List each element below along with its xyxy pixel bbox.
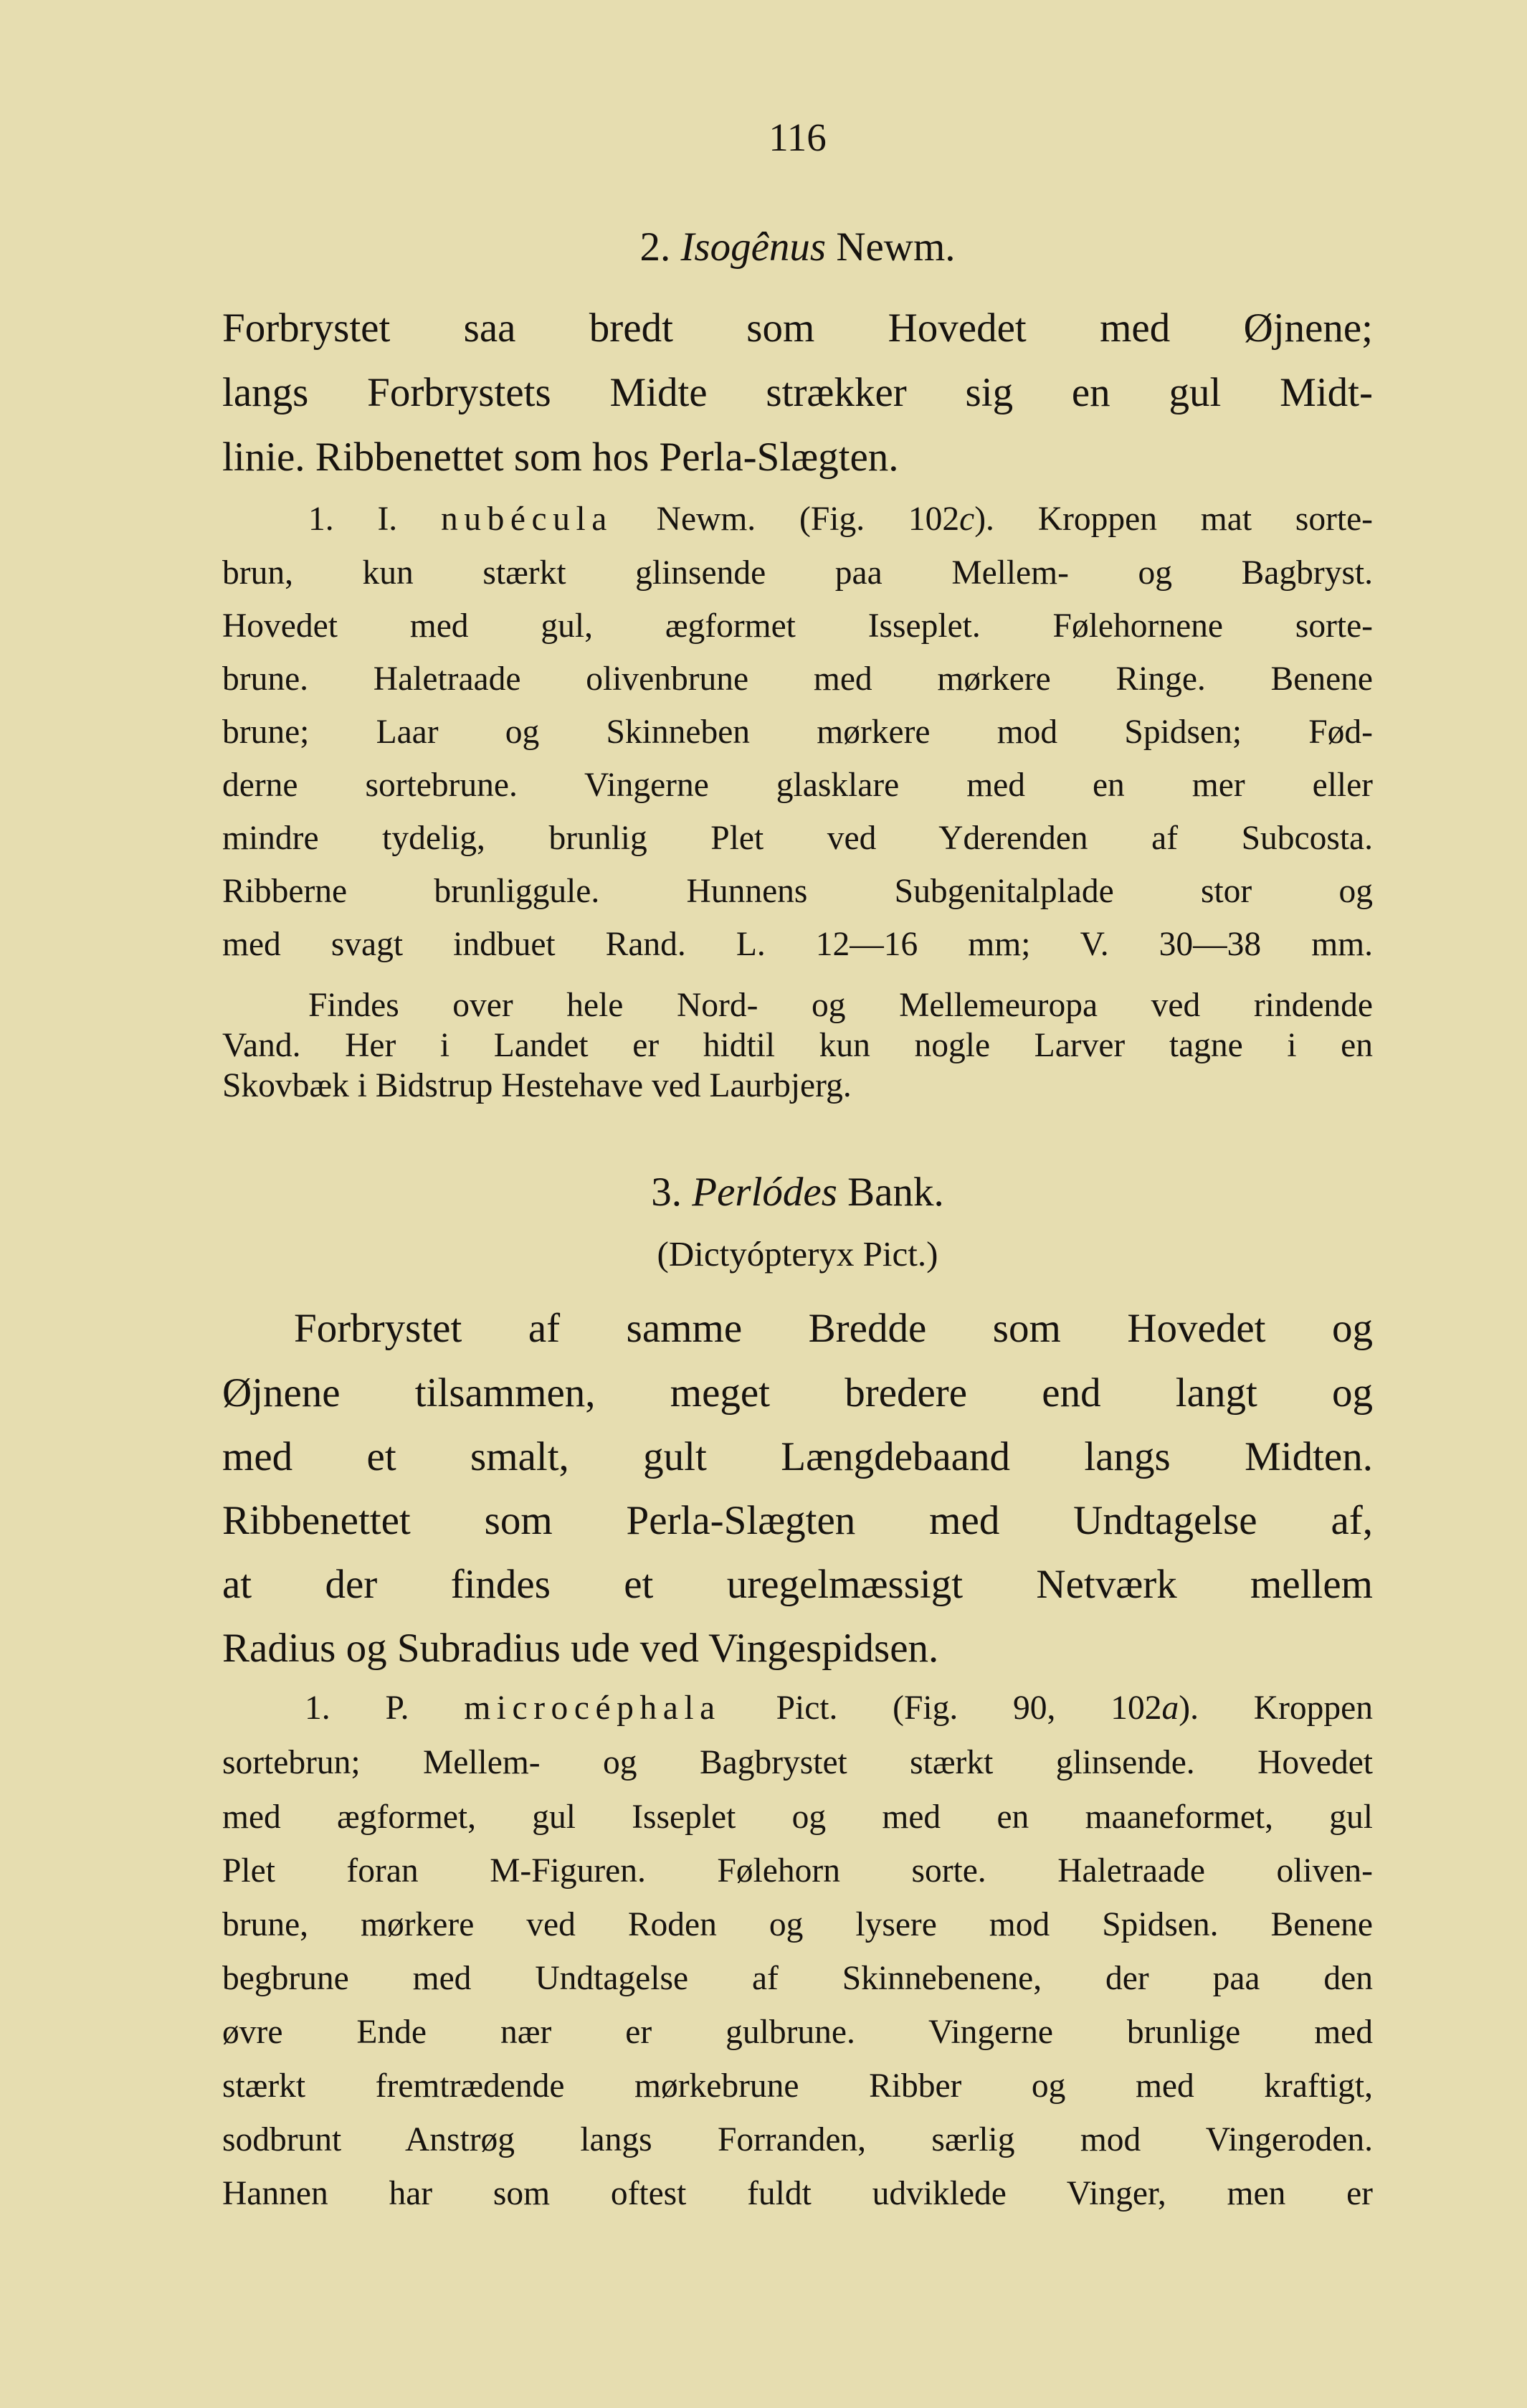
- species-description-line: stærkt fremtrædende mørkebrune Ribber og med kraftigt,: [222, 2067, 1373, 2105]
- genus-name: Isogênus: [680, 224, 827, 270]
- species-description-line: brune. Haletraade olivenbrune med mørkere Ringe. Benene: [222, 660, 1373, 698]
- species-description-line: brune, mørkere ved Roden og lysere mod Spidsen. Benene: [222, 1906, 1373, 1943]
- genus-number: 2.: [639, 224, 671, 270]
- genus-description-line: Forbrystet af samme Bredde som Hovedet og: [294, 1306, 1373, 1351]
- species-description-line: brun, kun stærkt glinsende paa Mellem- og Bagbryst.: [222, 554, 1373, 592]
- species-heading: 1. P. microcéphala Pict. (Fig. 90, 102a). Kroppen: [305, 1689, 1374, 1727]
- species-description-line: sodbrunt Anstrøg langs Forranden, særlig mod Vingeroden.: [222, 2121, 1373, 2158]
- genus-description-line: Ribbenettet som Perla-Slægten med Undtagelse af,: [222, 1498, 1373, 1543]
- species-description-line: Ribberne brunliggule. Hunnens Subgenitalplade stor og: [222, 873, 1373, 910]
- genus-description-line: Radius og Subradius ude ved Vingespidsen.: [222, 1626, 939, 1671]
- species-description-line: derne sortebrune. Vingerne glasklare med en mer eller: [222, 767, 1373, 804]
- genus-heading-perlodes: [222, 1169, 1373, 1215]
- genus-author: Bank.: [847, 1170, 944, 1215]
- genus-author: Newm.: [836, 224, 956, 270]
- species-reference: Newm. (Fig. 102c).: [656, 501, 994, 538]
- genus-description-line: at der findes et uregelmæssigt Netværk mellem: [222, 1562, 1373, 1607]
- genus-description-line: Forbrystet saa bredt som Hovedet med Øjnene;: [222, 305, 1373, 351]
- genus-description-line: Øjnene tilsammen, meget bredere end langt og: [222, 1370, 1373, 1416]
- species-description-line: øvre Ende nær er gulbrune. Vingerne brunlige med: [222, 2014, 1373, 2051]
- distribution-line: Vand. Her i Landet er hidtil kun nogle Larver tagne i en: [222, 1027, 1373, 1064]
- species-epithet: microcéphala: [464, 1689, 721, 1727]
- species-reference: Pict. (Fig. 90, 102a).: [776, 1689, 1199, 1727]
- species-description-line: Plet foran M-Figuren. Følehorn sorte. Haletraade oliven-: [222, 1852, 1373, 1890]
- page-number: 116: [769, 115, 827, 159]
- species-description-start: Kroppen: [1253, 1689, 1374, 1727]
- species-description-line: Hannen har som oftest fuldt udviklede Vinger, men er: [222, 2175, 1373, 2212]
- species-description-line: sortebrun; Mellem- og Bagbrystet stærkt glinsende. Hovedet: [222, 1744, 1373, 1781]
- species-description-line: brune; Laar og Skinneben mørkere mod Spidsen; Fød-: [222, 714, 1373, 751]
- genus-description-line: med et smalt, gult Længdebaand langs Midten.: [222, 1434, 1373, 1479]
- species-genus-abbr: P.: [385, 1689, 409, 1727]
- genus-description-line: linie. Ribbenettet som hos Perla-Slægten.: [222, 435, 899, 480]
- species-heading: 1. I. nubécula Newm. (Fig. 102c). Kroppen mat sorte-: [308, 501, 1373, 538]
- species-description-line: med svagt indbuet Rand. L. 12—16 mm; V. 30—38 mm.: [222, 926, 1373, 963]
- genus-description-line: langs Forbrystets Midte strækker sig en gul Midt-: [222, 370, 1373, 415]
- species-description-line: Hovedet med gul, ægformet Isseplet. Følehornene sorte-: [222, 607, 1373, 645]
- genus-heading-isogenus: [222, 224, 1373, 270]
- species-genus-abbr: I.: [377, 501, 398, 538]
- species-description-line: begbrune med Undtagelse af Skinnebenene, der paa den: [222, 1960, 1373, 1997]
- species-description-line: med ægformet, gul Isseplet og med en maaneformet, gul: [222, 1798, 1373, 1836]
- species-description-line: mindre tydelig, brunlig Plet ved Yderenden af Subcosta.: [222, 820, 1373, 857]
- species-epithet: nubécula: [440, 501, 613, 538]
- distribution-line: Skovbæk i Bidstrup Hestehave ved Laurbjerg.: [222, 1067, 852, 1104]
- genus-number: 3.: [651, 1170, 682, 1215]
- genus-synonym: (Dictyópteryx Pict.): [657, 1234, 938, 1274]
- species-description-start: Kroppen mat sorte-: [1037, 501, 1373, 538]
- distribution-line: Findes over hele Nord- og Mellemeuropa ved rindende: [308, 987, 1373, 1024]
- genus-name: Perlódes: [692, 1170, 837, 1215]
